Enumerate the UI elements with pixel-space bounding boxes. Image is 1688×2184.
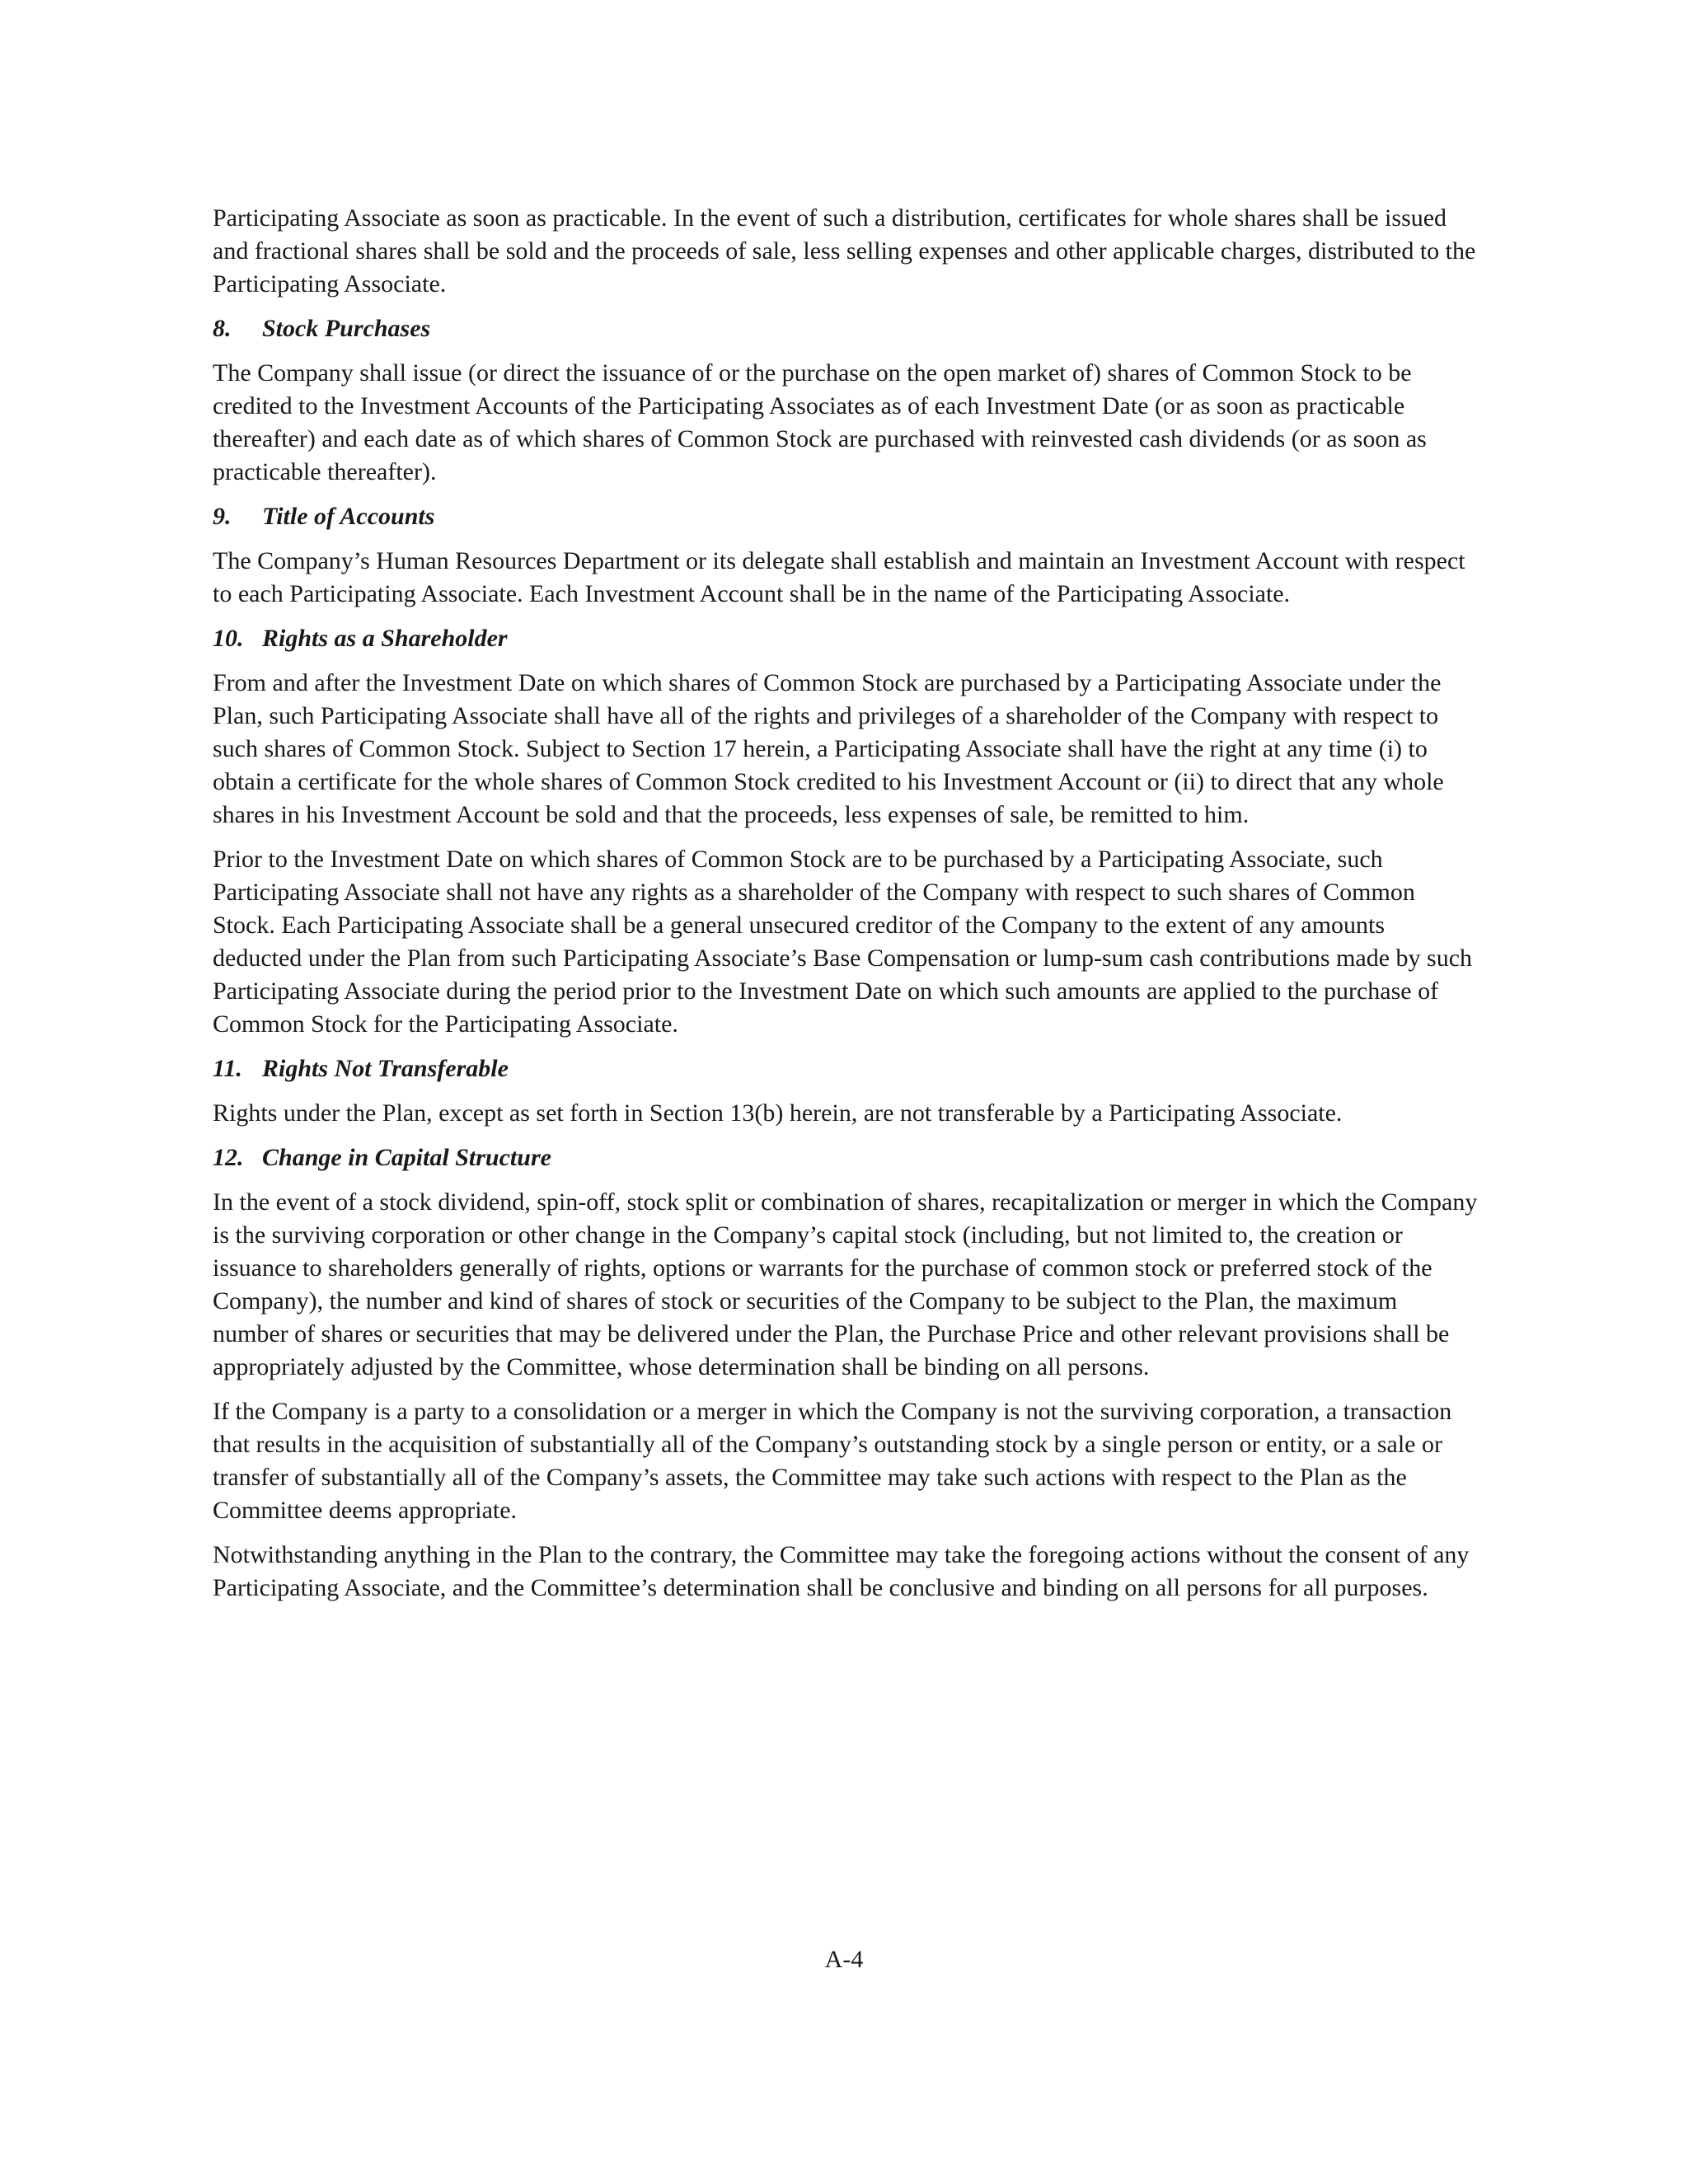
section-number: 10. [213,625,244,652]
section-9-paragraph-1: The Company’s Human Resources Department or its delegate shall establish and maintain an Investment Account with respect to each Participating Associate. Each Investment Account shall be in the name of the Participating Associate. [213,547,1465,607]
section-12-paragraph-1: In the event of a stock dividend, spin-off, stock split or combination of shares, recapitalization or merger in which the Company is the surviving corporation or other change in the Company’s capital stock (including, but not limited to, the creation or issuance to shareholders generally of rights, options or warrants for the purchase of common stock or preferred stock of the Company), the number and kind of shares of stock or securities of the Company to be subject to the Plan, the maximum number of shares or securities that may be delivered under the Plan, the Purchase Price and other relevant provisions shall be appropriately adjusted by the Committee, whose determination shall be binding on all persons. [213,1188,1478,1380]
section-12-paragraph-3: Notwithstanding anything in the Plan to the contrary, the Committee may take the foregoing actions without the consent of any Participating Associate, and the Committee’s determination shall be conclusive and binding on all persons for all purposes. [213,1541,1470,1601]
section-number: 9. [213,503,232,530]
section-title: Rights as a Shareholder [262,625,508,652]
section-heading-12 [213,1141,1478,1174]
section-heading-8 [213,312,1478,345]
section-number: 8. [213,315,232,342]
section-10-paragraph-1: From and after the Investment Date on which shares of Common Stock are purchased by a Participating Associate under the Plan, such Participating Associate shall have all of the rights and privileges of a shareholder of the Company with respect to such shares of Common Stock. Subject to Section 17 herein, a Participating Associate shall have the right at any time (i) to obtain a certificate for the whole shares of Common Stock credited to his Investment Account or (ii) to direct that any whole shares in his Investment Account be sold and that the proceeds, less expenses of sale, be remitted to him. [213,669,1444,828]
section-10-paragraph-2: Prior to the Investment Date on which shares of Common Stock are to be purchased by a Participating Associate, such Participating Associate shall not have any rights as a shareholder of the Company with respect to such shares of Common Stock. Each Participating Associate shall be a general unsecured creditor of the Company to the extent of any amounts deducted under the Plan from such Participating Associate’s Base Compensation or lump-sum cash contributions made by such Participating Associate during the period prior to the Investment Date on which such amounts are applied to the purchase of Common Stock for the Participating Associate. [213,846,1473,1038]
section-11-paragraph-1: Rights under the Plan, except as set forth in Section 13(b) herein, are not transferable by a Participating Associate. [213,1099,1343,1127]
opening-paragraph: Participating Associate as soon as practicable. In the event of such a distribution, certificates for whole shares shall be issued and fractional shares shall be sold and the proceeds of sale, less selling expenses and other applicable charges, distributed to the Participating Associate. [213,204,1476,298]
section-8-paragraph-1: The Company shall issue (or direct the issuance of or the purchase on the open market of) shares of Common Stock to be credited to the Investment Accounts of the Participating Associates as of each Investment Date (or as soon as practicable thereafter) and each date as of which shares of Common Stock are purchased with reinvested cash dividends (or as soon as practicable thereafter). [213,359,1427,485]
section-heading-9 [213,500,1478,533]
page-number: A-4 [824,1946,864,1973]
section-number: 12. [213,1144,244,1171]
section-title: Stock Purchases [262,315,431,342]
document-body [213,202,1478,1616]
section-title: Change in Capital Structure [262,1144,551,1171]
section-12-paragraph-2: If the Company is a party to a consolidation or a merger in which the Company is not the surviving corporation, a transaction that results in the acquisition of substantially all of the Company’s outstanding stock by a single person or entity, or a sale or transfer of substantially all of the Company’s assets, the Committee may take such actions with respect to the Plan as the Committee deems appropriate. [213,1398,1452,1524]
section-title: Title of Accounts [262,503,435,530]
section-heading-10 [213,622,1478,655]
section-number: 11. [213,1055,242,1082]
section-heading-11 [213,1052,1478,1085]
section-title: Rights Not Transferable [262,1055,509,1082]
